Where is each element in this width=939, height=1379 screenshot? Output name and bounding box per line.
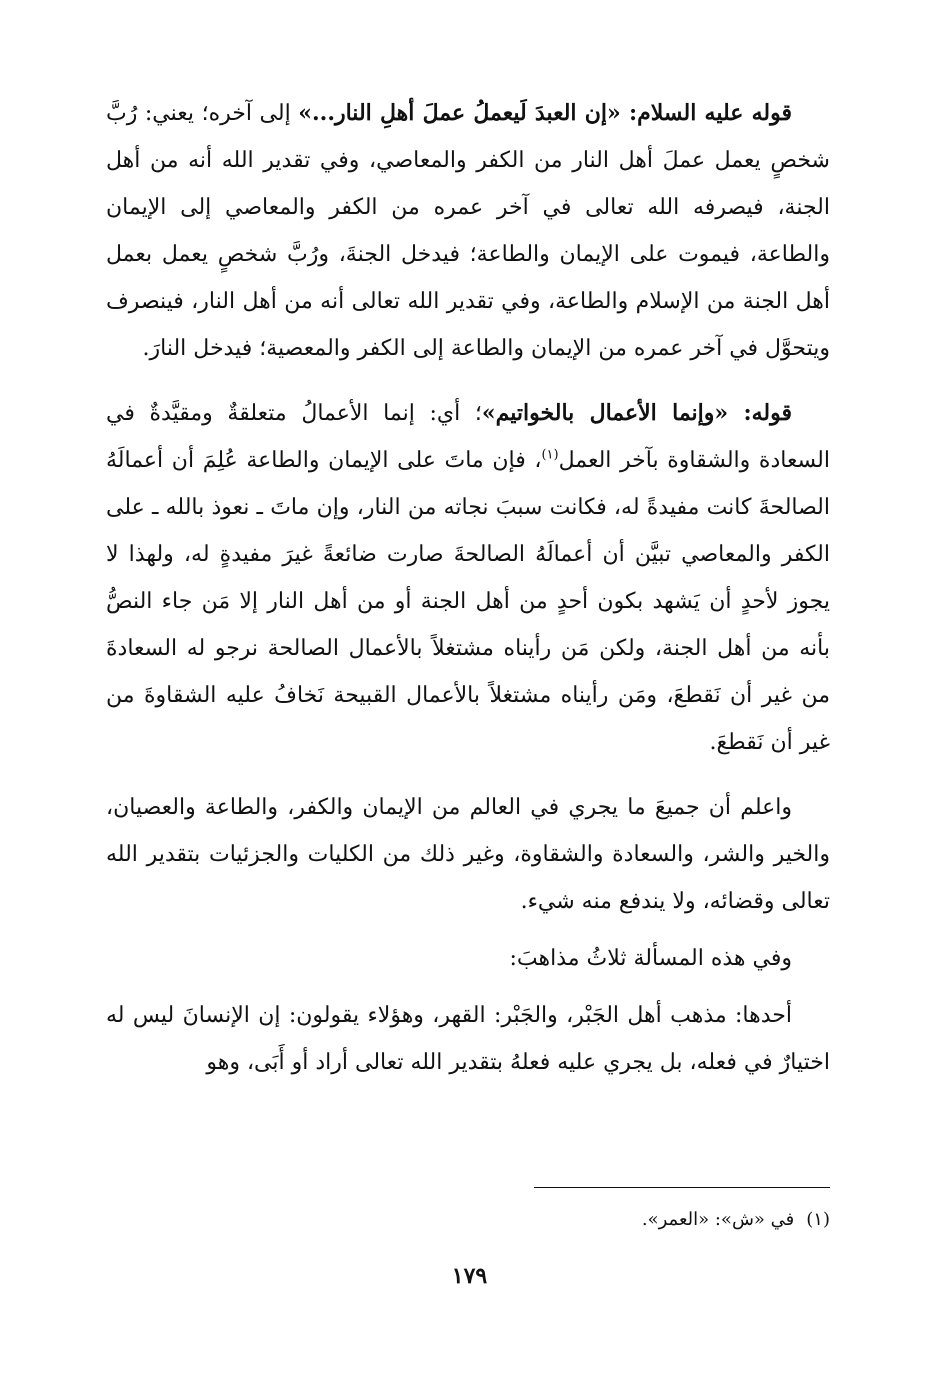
- paragraph-4: [106, 935, 830, 982]
- paragraph-1-lead: قوله عليه السلام: «إن العبدَ لَيعملُ عملَ أهلِ النار...»: [298, 100, 792, 126]
- footnote-divider: [534, 1187, 830, 1188]
- page-number: ١٧٩: [451, 1263, 488, 1289]
- paragraph-5: [106, 992, 830, 1086]
- footnote: [106, 1204, 830, 1236]
- paragraph-3-text: واعلم أن جميعَ ما يجري في العالم من الإيمان والكفر، والطاعة والعصيان، والخير والشر، والسعادة والشقاوة، وغير ذلك من الكليات والجزئيات بتقدير الله تعالى وقضائه، ولا يندفع منه شيء.: [106, 795, 830, 914]
- footnote-number: (١): [806, 1209, 830, 1230]
- paragraph-2-text-after-note: ، فإن ماتَ على الإيمان والطاعة عُلِمَ أن أعمالَهُ الصالحةَ كانت مفيدةً له، فكانت سببَ نجاته من النار، وإن ماتَ ـ نعوذ بالله ـ على الكفر والمعاصي تبيَّن أن أعمالَهُ الصالحةَ صارت ضائعةً غيرَ مفيدةٍ له، ولهذا لا يجوز لأحدٍ أن يَشهد بكون أحدٍ من أهل الجنة أو من أهل النار إلا مَن جاء النصُّ بأنه من أهل الجنة، ولكن مَن رأيناه مشتغلاً بالأعمال الصالحة نرجو له السعادةَ من غير أن نَقطعَ، ومَن رأيناه مشتغلاً بالأعمال القبيحة نَخافُ عليه الشقاوةَ من غير أن نَقطعَ.: [106, 448, 830, 755]
- paragraph-3: [106, 784, 830, 925]
- paragraph-1-text: إلى آخره؛ يعني: رُبَّ شخصٍ يعمل عملَ أهل النار من الكفر والمعاصي، وفي تقدير الله أنه من أهل الجنة، فيصرفه الله تعالى في آخر عمره من الكفر والمعاصي إلى الإيمان والطاعة، فيموت على الإيمان والطاعة؛ فيدخل الجنةَ، ورُبَّ شخصٍ يعمل بعمل أهل الجنة من الإسلام والطاعة، وفي تقدير الله تعالى أنه من أهل النار، فينصرف ويتحوَّل في آخر عمره من الإيمان والطاعة إلى الكفر والمعصية؛ فيدخل النارَ.: [106, 101, 830, 361]
- paragraph-2: [106, 390, 830, 766]
- paragraph-2-lead: قوله: «وإنما الأعمال بالخواتيم»: [481, 400, 792, 426]
- page-body: [106, 90, 830, 1086]
- footnote-text: في «ش»: «العمر».: [641, 1209, 795, 1230]
- paragraph-4-text: وفي هذه المسألة ثلاثُ مذاهبَ:: [509, 946, 792, 971]
- paragraph-1: [106, 90, 830, 372]
- paragraph-5-text: أحدها: مذهب أهل الجَبْر، والجَبْر: القهر، وهؤلاء يقولون: إن الإنسانَ ليس له اختيارٌ في فعله، بل يجري عليه فعلهُ بتقدير الله تعالى أراد أو أَبَى، وهو: [106, 1003, 830, 1075]
- paragraph-2-text-before-note: ؛ أي: إنما الأعمالُ متعلقةٌ ومقيَّدةٌ في السعادة والشقاوة بآخر العمل: [106, 401, 830, 473]
- footnote-reference[interactable]: (١): [541, 447, 559, 463]
